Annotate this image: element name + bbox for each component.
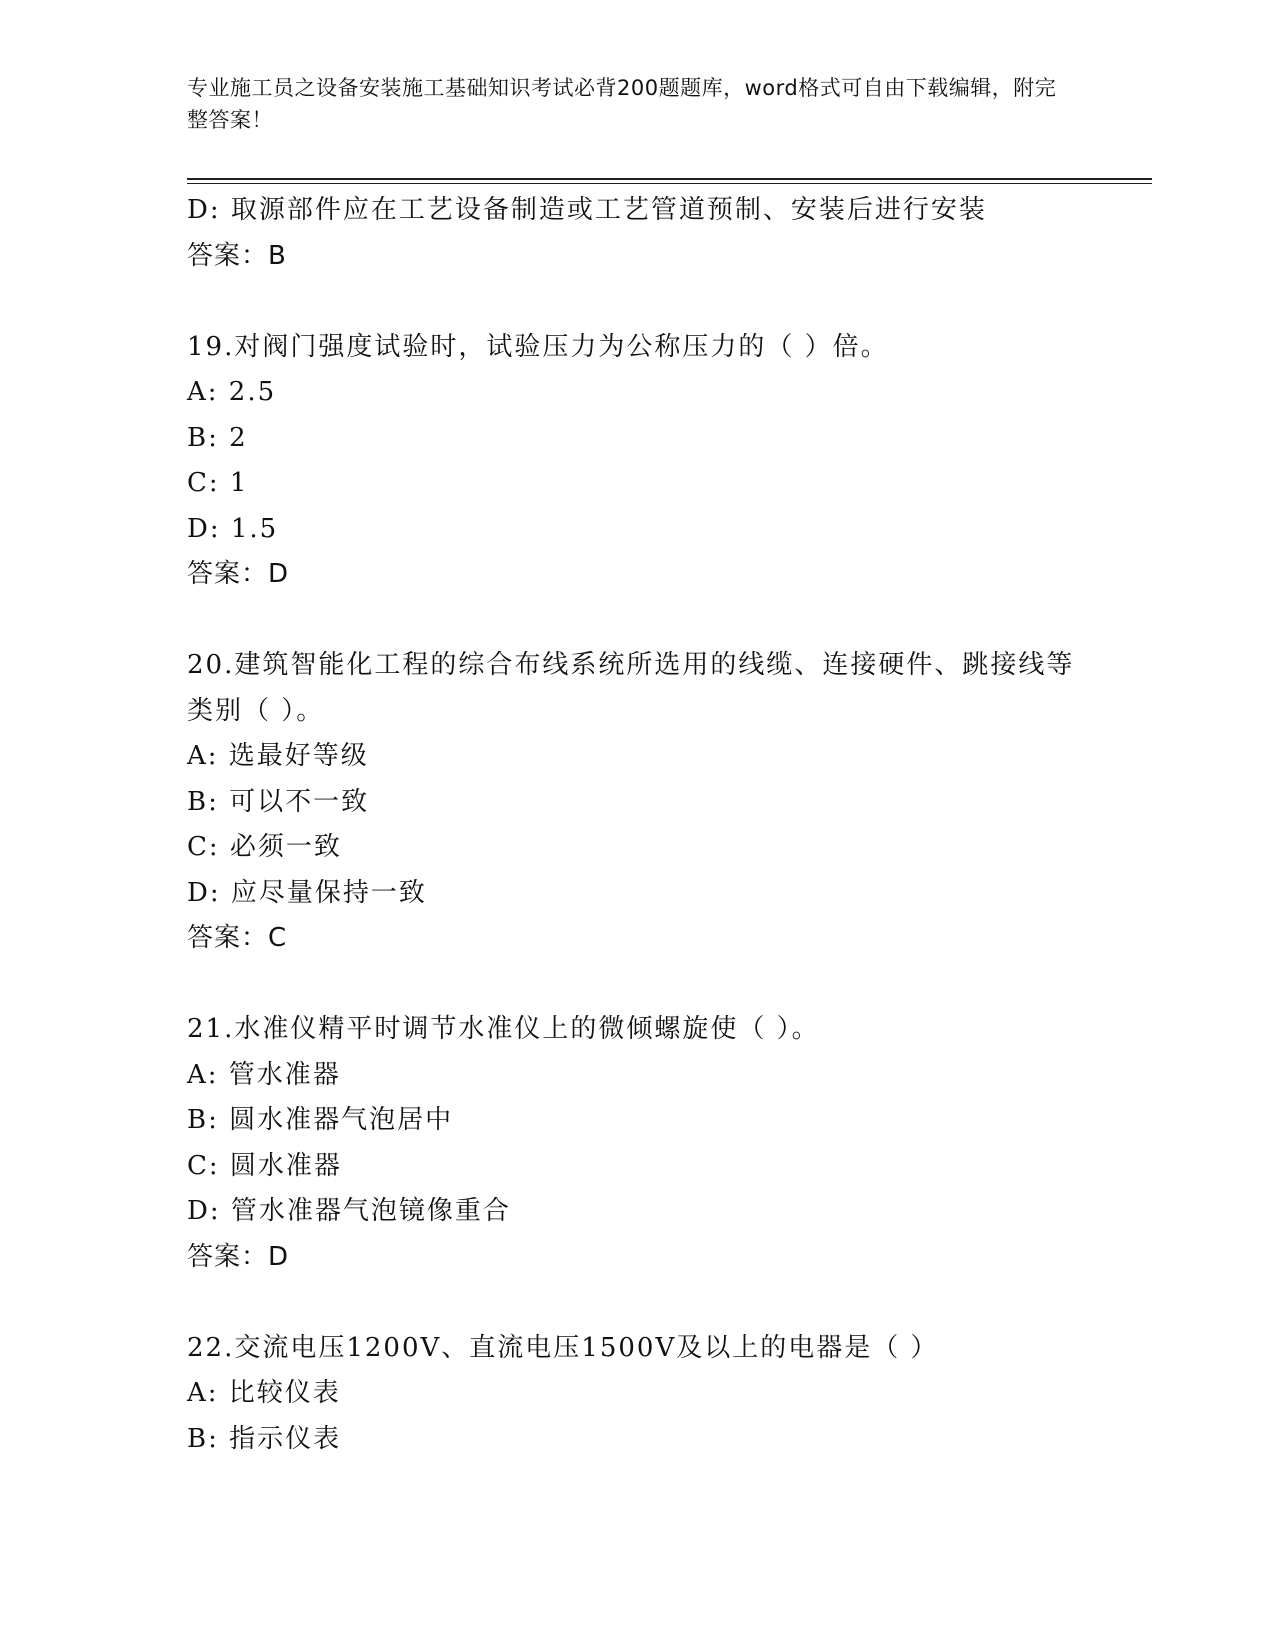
option-d: D: 应尽量保持一致 bbox=[187, 877, 427, 908]
option-d: D: 1.5 bbox=[187, 513, 279, 544]
option-c: C: 1 bbox=[187, 468, 249, 498]
question-20 bbox=[187, 643, 1087, 962]
option-b: B: 2 bbox=[187, 422, 248, 453]
answer-line: 答案：C bbox=[187, 923, 288, 953]
option-c: C: 必须一致 bbox=[187, 832, 342, 862]
question-21 bbox=[187, 1007, 1087, 1280]
question-stem: 22.交流电压1200V、直流电压1500V及以上的电器是（ ） bbox=[187, 1332, 939, 1363]
option-a: A: 选最好等级 bbox=[187, 741, 369, 771]
answer-line: 答案：D bbox=[187, 1241, 290, 1272]
question-stem: 19.对阀门强度试验时，试验压力为公称压力的（ ）倍。 bbox=[187, 331, 889, 362]
option-a: A: 比较仪表 bbox=[187, 1378, 341, 1408]
option-d: D: 取源部件应在工艺设备制造或工艺管道预制、安装后进行安装 bbox=[187, 195, 987, 225]
option-c: C: 圆水准器 bbox=[187, 1150, 342, 1181]
answer-line: 答案：D bbox=[187, 559, 290, 589]
document-body bbox=[187, 188, 1087, 1462]
option-b: B: 指示仪表 bbox=[187, 1423, 342, 1454]
option-a: A: 管水准器 bbox=[187, 1059, 341, 1090]
option-b: B: 圆水准器气泡居中 bbox=[187, 1105, 454, 1135]
header-divider-thick bbox=[187, 178, 1152, 180]
question-stem: 21.水准仪精平时调节水准仪上的微倾螺旋使（ ）。 bbox=[187, 1014, 820, 1044]
question-18-continued bbox=[187, 188, 1087, 279]
question-19 bbox=[187, 325, 1087, 598]
header-divider-thin bbox=[187, 183, 1152, 184]
option-a: A: 2.5 bbox=[187, 377, 277, 407]
option-d: D: 管水准器气泡镜像重合 bbox=[187, 1196, 511, 1226]
option-b: B: 可以不一致 bbox=[187, 786, 370, 817]
document-header: 专业施工员之设备安装施工基础知识考试必背200题题库，word格式可自由下载编辑，附完整答案！ bbox=[187, 76, 1057, 132]
question-stem: 20.建筑智能化工程的综合布线系统所选用的线缆、连接硬件、跳接线等类别（ ）。 bbox=[187, 650, 1075, 726]
question-22 bbox=[187, 1326, 1087, 1463]
answer-line: 答案：B bbox=[187, 240, 287, 271]
